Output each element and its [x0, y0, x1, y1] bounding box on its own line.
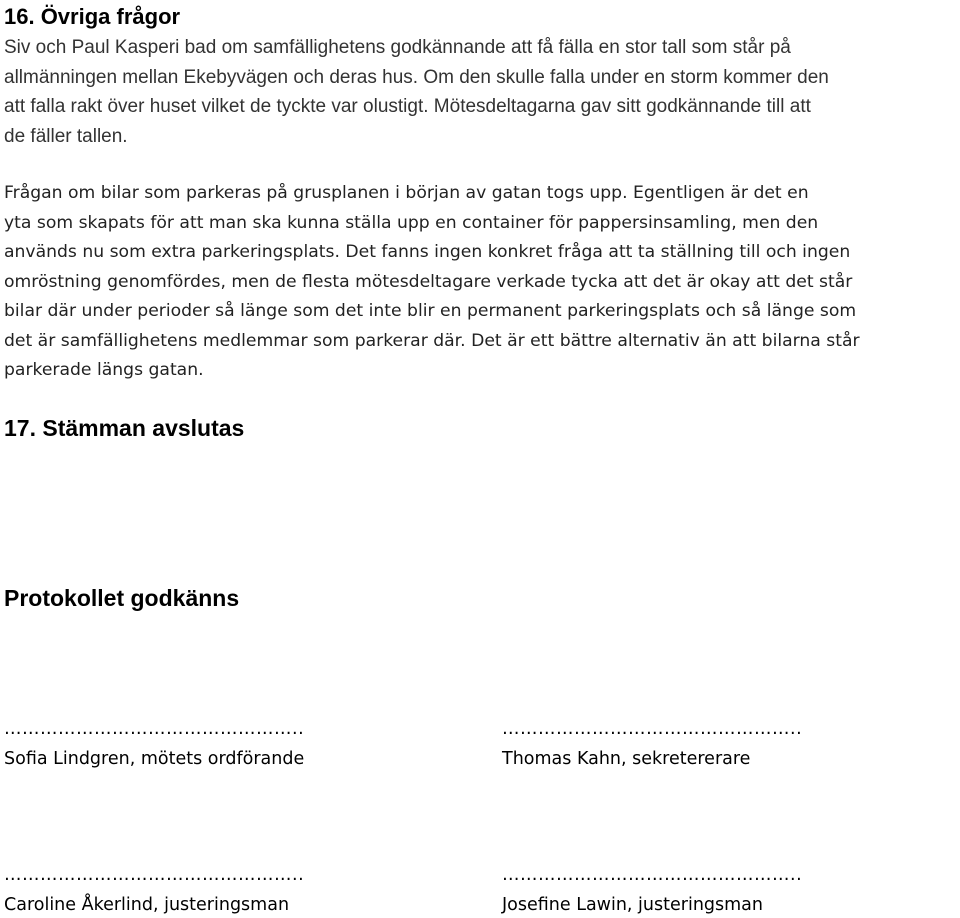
section-17-heading: 17. Stämman avslutas — [4, 415, 245, 441]
section-16-paragraph-parking: Frågan om bilar som parkeras på grusplanen i början av gatan togs upp. Egentligen är det en yta som skapats för att man ska kunna ställa upp en container för pappersinsamling, men den används nu som extra parkeringsplats. Det fanns ingen konkret fråga att ta ställning till och ingen omröstning genomfördes, men de flesta mötesdeltagare verkade tycka att det är okay att det står bilar där under perioder så länge som det inte blir en permanent parkeringsplats och så länge som det är samfällighetens medlemmar som parkerar där. Det är ett bättre alternativ än att bilarna står parkerade längs gatan. — [4, 183, 860, 380]
approval-heading: Protokollet godkänns — [4, 585, 240, 611]
section-16-paragraph-tree: Siv och Paul Kasperi bad om samfällighetens godkännande att få fälla en stor tall som står på allmänningen mellan Ekebyvägen och deras hus. Om den skulle falla under en storm kommer den att falla rakt över huset vilket de tyckte var olustigt. Mötesdeltagarna gav sitt godkännande till att de fäller tallen. — [4, 37, 829, 147]
signature-line: ………………………………………….. — [502, 719, 803, 739]
signatory-name-chair: Sofia Lindgren, mötets ordförande — [4, 749, 305, 769]
signatory-name-secretary: Thomas Kahn, sekretererare — [502, 749, 751, 769]
section-16-heading: 16. Övriga frågor — [4, 4, 181, 29]
signature-line: ………………………………………….. — [4, 719, 305, 739]
signature-line: ………………………………………….. — [502, 865, 803, 885]
signature-line: ………………………………………….. — [4, 865, 305, 885]
signatory-name-adjuster-2: Josefine Lawin, justeringsman — [502, 895, 763, 915]
signatory-name-adjuster-1: Caroline Åkerlind, justeringsman — [4, 895, 290, 915]
